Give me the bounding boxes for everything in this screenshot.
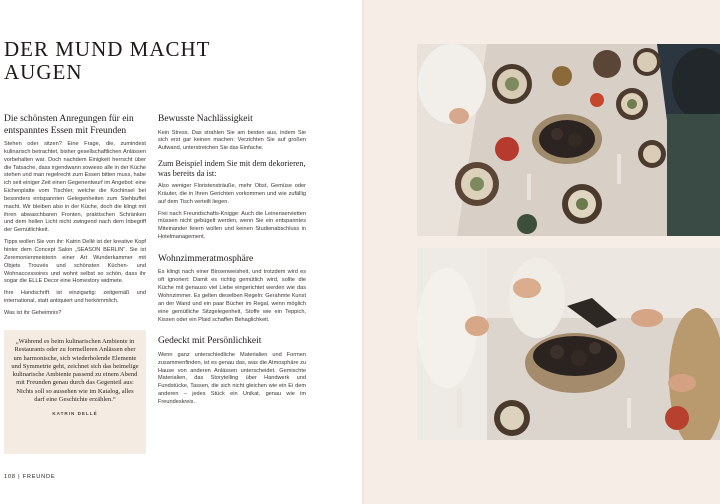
footer-separator: |	[18, 474, 21, 480]
photo-guests-sharing-food	[417, 248, 720, 440]
section-3-paragraph-1: Wenn ganz unterschiedliche Materialien und Formen zusammenfinden, ist es genau das, was die Atmosphäre zu Hause von anderen Anlässen unterscheidet. Gemischte Materialien, das Storytelling über Handwerk und Fundstücke, Tassen, die sich nicht gleichen wie ein Ei dem anderen – jedes Stück ein Unikat, genau wie im Freundeskreis.	[158, 351, 306, 405]
right-page	[365, 0, 720, 504]
photo-dinner-table-overhead	[417, 44, 720, 236]
section-1-subheading: Zum Beispiel indem Sie mit dem dekorieren, was bereits da ist:	[158, 159, 306, 179]
pull-quote-author: KATRIN DELLÉ	[52, 411, 98, 417]
pull-quote-box	[4, 330, 146, 454]
text-column-left	[4, 114, 146, 318]
section-1-paragraph-1: Kein Stress. Das strahlen Sie am besten aus, indem Sie sich erst gar keinen machen: Verzichten Sie auf großen Aufwand, unterstreichen Sie das Einfache.	[158, 129, 306, 152]
headline-line-1: DER MUND MACHT	[4, 37, 211, 61]
page-number: 108	[4, 474, 16, 480]
intro-paragraph-3: Ihre Handschrift ist einzigartig: zeitgemäß und international, statt antiquiert und herkömmlich.	[4, 290, 146, 305]
section-1-paragraph-3: Frei nach Freundschafts-Knigge: Auch die Leinenservietten müssen nicht gebügelt werden, wenn Sie ein entspanntes Miteinander feiern wollen und keinen Studienabschluss in Hotelmanagement.	[158, 210, 306, 241]
section-heading-nachlaessigkeit: Bewusste Nachlässigkeit	[158, 114, 253, 124]
headline-line-2: AUGEN	[4, 60, 83, 84]
intro-heading: Die schönsten Anregungen für ein entspanntes Essen mit Freunden	[4, 114, 134, 136]
photo-dinner-table-illustration	[417, 44, 720, 236]
text-column-right	[158, 114, 306, 407]
section-2-paragraph-1: Es klingt nach einer Binsenweisheit, und trotzdem wird es oft ignoriert: Damit es richtig gemütlich wird, sollte die Küche mit genauso viel Liebe eingerichtet werden wie das Wohnzimmer. Es gelten dieselben Regeln: Gerahmte Kunst an der Wand und ein paar Bücher im Regal, wenn möglich eine gemütliche Sitzgelegenheit, Stoffe wie ein Teppich, Kissen oder ein Plaid schaffen Behaglichkeit.	[158, 269, 306, 323]
section-heading-wohnzimmer: Wohnzimmeratmosphäre	[158, 253, 254, 264]
intro-paragraph-1: Stehen oder sitzen? Eine Frage, die, zumindest kulinarisch betrachtet, bisher gesellschaftlichen Anlässen vorbehalten war. Doch nachdem Einigkeit herrscht über die Tatsache, dass irgendwann sowieso alle in der Küche stehen und man regelrecht zum Essen bitten muss, habe ich seit einiger Zeit einen Gegenentwurf im Angebot: eine Eichenplatte vom Tischler, welche die Kochinsel bei besonders entspannten Gelegenheiten zum Stehbuffet macht. Wir bleiben also in der Küche, doch die klingt mit ihren abwaschbaren Fronten, praktischen Schränken und dem hellen Licht nicht zwingend nach dem Inbegriff der Gemütlichkeit.	[4, 141, 146, 234]
footer-section: FREUNDE	[22, 474, 56, 480]
pull-quote-text: „Während es beim kulinarischen Ambiente in Restaurants oder zu formelleren Anlässen eher um harmonische, sich wiederholende Elemente und Symmetrie geht, zeichnet sich das heimelige kulinarische Ambiente passend zu einem Abend mit Freunden genau durch das Gegenteil aus: Nichts soll so aussehen wie im Katalog, alles darf eine Geschichte erzählen.“	[11, 338, 139, 404]
intro-paragraph-4: Was ist ihr Geheimnis?	[4, 309, 62, 316]
section-1-paragraph-2: Also weniger Floristensträuße, mehr Obst, Gemüse oder Kräuter, die in Ihren Gerichten vorkommen und wie zufällig auf dem Tisch verteilt liegen.	[158, 183, 306, 205]
page-footer	[4, 474, 55, 480]
photo-guests-illustration	[417, 248, 720, 440]
page-headline	[4, 38, 344, 84]
section-heading-gedeckt: Gedeckt mit Persönlichkeit	[158, 336, 262, 347]
intro-paragraph-2: Tipps wollen Sie von ihr: Katrin Dellé ist der kreative Kopf hinter dem Concept Salon „SEASON BERLIN“. Sie ist Zeremonienmeisterin einer Art Wunderkammer mit Objets Trouvés und schönsten Küchen- und Wohnaccessoires und wohnt selbst so schön, dass ihr sogar die ELLE Decor eine Homestory widmete.	[4, 239, 146, 285]
